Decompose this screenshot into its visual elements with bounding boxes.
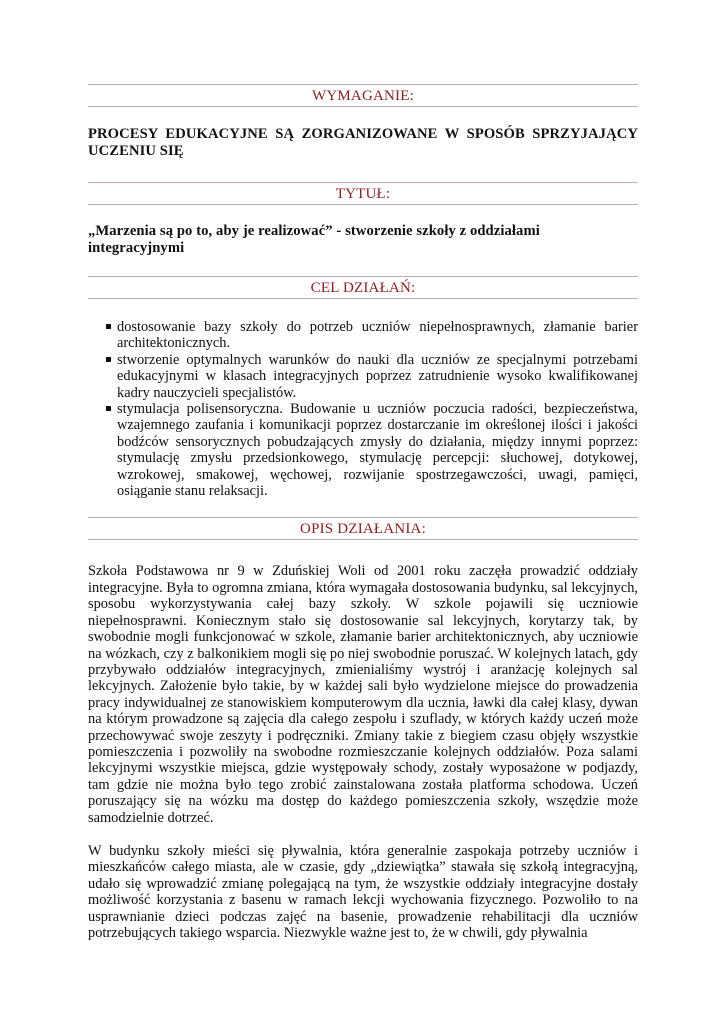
goals-list [88,319,638,499]
description-paragraph: Szkoła Podstawowa nr 9 w Zduńskiej Woli od 2001 roku zaczęła prowadzić oddziały integracyjne. Była to ogromna zmiana, która wymagała dostosowania budynku, sal lekcyjnych, sposobu wykorzystywania całej bazy szkoły. W szkole pojawili się uczniowie niepełnosprawni. Koniecznym stało się dostosowanie sal lekcyjnych, korytarzy tak, by swobodnie mogli funkcjonować w szkole, złamanie barier architektonicznych, aby uczniowie na wózkach, czy z balkonikiem mogli się po niej swobodnie poruszać. W kolejnych latach, gdy przybywało oddziałów integracyjnych, zmienialiśmy wystrój i aranżację kolejnych sal lekcyjnych. Założenie było takie, by w każdej sali było wydzielone miejsce do prowadzenia pracy indywidualnej ze stanowiskiem komputerowym dla ucznia, ławki dla całej klasy, dywan na którym prowadzone są zajęcia dla całego zespołu i szuflady, w których każdy uczeń może przechowywać swoje zeszyty i podręczniki. Zmiany takie z biegiem czasu objęły wszystkie pomieszczenia i pozwoliły na swobodne rozmieszczanie kolejnych oddziałów. Poza salami lekcyjnymi wszystkie miejsca, gdzie występowały schody, zostały wyposażone w podjazdy, tam gdzie nie można było tego zrobić zainstalowana została platforma schodowa. Uczeń poruszający się na wózku ma dostęp do każdego pomieszczenia szkoły, wszędzie może samodzielnie dotrzeć. [88,563,638,826]
document-content [88,84,638,941]
goal-item [88,319,638,352]
title-heading: TYTUŁ: [88,182,638,205]
title-text: „Marzenia są po to, aby je realizować” - stworzenie szkoły z oddziałami integracyjnymi [88,223,540,256]
goals-heading: CEL DZIAŁAŃ: [88,276,638,299]
goal-item-text: dostosowanie bazy szkoły do potrzeb uczniów niepełnosprawnych, złamanie barier architektonicznych. [117,319,638,352]
goal-item-text: stworzenie optymalnych warunków do nauki dla uczniów ze specjalnymi potrzebami edukacyjnymi w klasach integracyjnych poprzez zatrudnienie wysoko kwalifikowanej kadry nauczycieli specjalistów. [117,351,638,401]
goal-item [88,401,638,499]
goal-item [88,352,638,401]
square-bullet-icon [106,406,111,411]
description-heading: OPIS DZIAŁANIA: [88,517,638,540]
square-bullet-icon [106,324,111,329]
requirement-text: PROCESY EDUKACYJNE SĄ ZORGANIZOWANE W SPOSÓB SPRZYJAJĄCY UCZENIU SIĘ [88,126,638,159]
description-paragraph: W budynku szkoły mieści się pływalnia, która generalnie zaspokaja potrzeby uczniów i mieszkańców całego miasta, ale w czasie, gdy „dziewiątka” stawała się szkołą integracyjną, udało się wprowadzić zmianę polegającą na tym, że wszystkie oddziały integracyjne dostały możliwość korzystania z basenu w ramach lekcji wychowania fizycznego. Pozwoliło to na usprawnianie dzieci podczas zajęć na basenie, prowadzenie rehabilitacji dla uczniów potrzebujących takiego wsparcia. Niezwykle ważne jest to, że w chwili, gdy pływalnia [88,842,638,941]
requirement-heading: WYMAGANIE: [88,84,638,107]
square-bullet-icon [106,357,111,362]
goal-item-text: stymulacja polisensoryczna. Budowanie u uczniów poczucia radości, bezpieczeństwa, wzajemnego zaufania i komunikacji poprzez dostarczanie im określonej ilości i jakości bodźców sensorycznych pobudzających zmysły do działania, między innymi poprzez: stymulację zmysłu przedsionkowego, stymulację percepcji: słuchowej, dotykowej, wzrokowej, smakowej, węchowej, rozwijanie spostrzegawczości, uwagi, pamięci, osiąganie stanu relaksacji. [117,401,638,500]
